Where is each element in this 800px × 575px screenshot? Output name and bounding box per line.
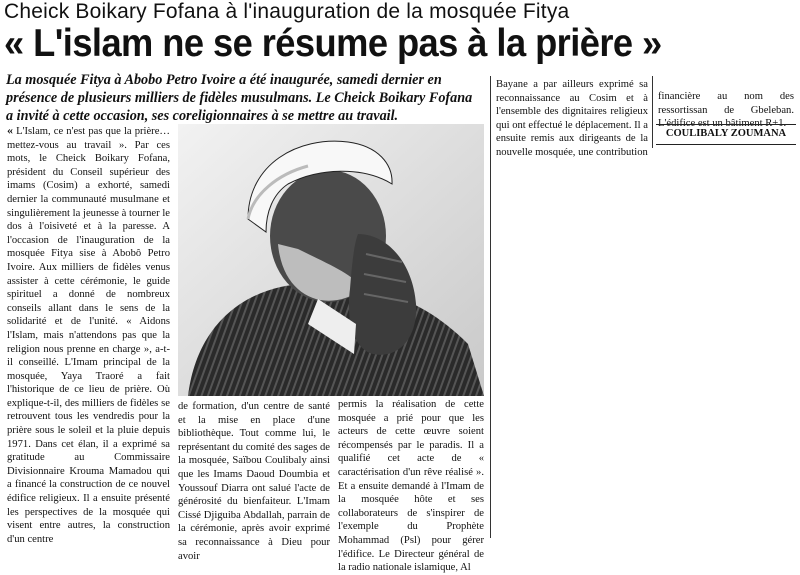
column-1-text: L'Islam, ce n'est pas que la prière…mettez-vous au travail ». Par ces mots, le Cheick Boikary Fofana, président du Conseil supérieur des imams (Cosim) a exhorté, samedi dernier la communauté musulmane et singulièrement la jeunesse à tourner le dos à l'oisiveté et à la paresse. A l'occasion de l'inauguration de la mosquée Fitya sise à Abobô Petro Ivoire. Aux milliers de fidèles venus assister à cette cérémonie, le guide spirituel a donné de nombreux conseils allant dans le sens de la solidarité et de l'unité. « Aidons l'Islam, mais n'attendons pas que la religion nous prenne en charge », a-t-il conseillé. L'Imam principal de la mosquée, Yaya Traoré a fait l'historique de ce lieu de prière. Où explique-t-il, des milliers de fidèles se retrouvent tous les vendredis pour la prière sous le soleil et la pluie depuis 1971. Dans cet élan, il a exprimé sa gratitude au Commissaire Divisionnaire Krouma Mamadou qui a financé la construction de ce nouvel édifice religieux. Il a ensuite présenté les perspectives de la mosquée qui visent entre autres, la construction d'un centre [7,126,170,545]
article-lede: La mosquée Fitya à Abobo Petro Ivoire a été inaugurée, samedi dernier en présence de plusieurs milliers de fidèles musulmans. Le Cheick Boikary Fofana a invité à cette occasion, ses coreligionnaires à se mettre au travail. [6,72,473,124]
column-divider [490,76,491,538]
arrow-icon: « [7,123,13,137]
portrait-image [178,124,484,396]
article-photo [178,124,484,396]
article-column-5: financière au nom des ressortissan de Gbeleban. L'édifice est un bâtiment R+1. [658,91,794,130]
byline-rule-bottom [656,144,796,145]
article-column-4: Bayane a par ailleurs exprimé sa reconnaissance au Cosim et à l'ensemble des dignitaires religieux qui ont effectué le déplacement. Il a ensuite remis aux dirigeants de la nouvelle mosquée, une contribution [496,79,648,158]
column-divider [652,76,653,148]
article-column-2: de formation, d'un centre de santé et la mise en place d'une bibliothèque. Tout comme lui, le représentant du comité des sages de la mosquée, Saïbou Coulibaly ainsi que les Imams Daoud Doumbia et Youssouf Diarra ont salué l'acte de générosité du bienfaiteur. L'Imam Cissé Djiguiba Abdallah, parrain de la cérémonie, après avoir exprimé sa reconnaissance à Dieu pour avoir [178,401,330,562]
article-column-3: permis la réalisation de cette mosquée a prié pour que les acteurs de cette œuvre soient récompensés par le paradis. Il a qualifié cet acte de « caractérisation d'un rêve réalisé ». Et a ensuite demandé à l'Imam de la mosquée hôte et ses collaborateurs de s'inspirer de l'exemple du Prophète Mohammad (Psl) pour gérer l'édifice. Le Directeur général de la radio nationale islamique, Al [338,399,484,574]
byline-rule-top [656,124,796,125]
article-column-1 [7,124,170,546]
article-byline: COULIBALY ZOUMANA [665,128,787,139]
article-kicker: Cheick Boikary Fofana à l'inauguration de la mosquée Fitya [4,0,570,23]
article-headline: « L'islam ne se résume pas à la prière » [4,22,662,65]
